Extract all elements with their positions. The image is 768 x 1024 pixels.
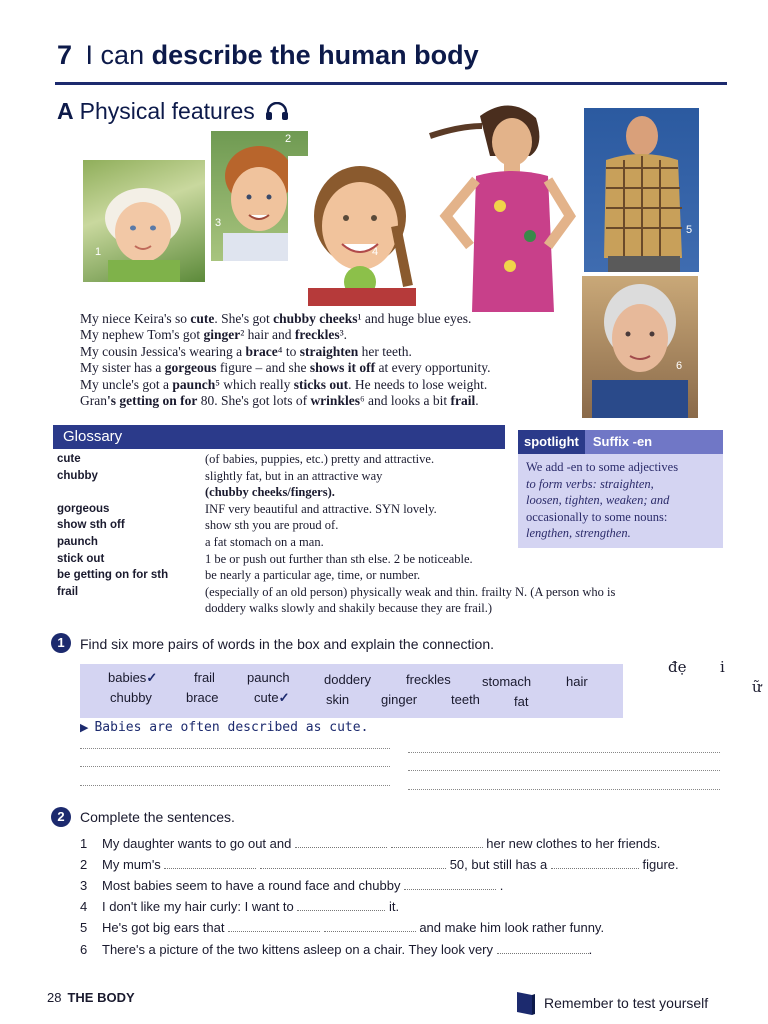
glossary-entry: stick out 1 be or push out further than sth else. 2 be noticeable. bbox=[57, 551, 473, 566]
story-line: Gran's getting on for 80. She's got lots of wrinkles⁶ and looks a bit frail. bbox=[80, 393, 479, 409]
footer-reminder bbox=[514, 990, 708, 1016]
word-item[interactable]: hair bbox=[566, 674, 588, 689]
story-line: My cousin Jessica's wearing a brace⁴ to straighten her teeth. bbox=[80, 343, 412, 359]
word-box bbox=[80, 664, 623, 718]
answer-line[interactable] bbox=[408, 770, 720, 771]
sentence: 5 He's got big ears that and make him look rather funny. bbox=[80, 920, 605, 935]
book-icon bbox=[514, 990, 536, 1016]
tick-icon: ✓ bbox=[278, 690, 290, 705]
spotlight-line: to form verbs: straighten, bbox=[526, 476, 654, 491]
exercise-2-number: 2 bbox=[51, 807, 71, 827]
spotlight-line: We add -en to some adjectives bbox=[526, 460, 679, 474]
reminder-text: Remember to test yourself bbox=[544, 995, 709, 1011]
glossary-entry: (chubby cheeks/fingers). bbox=[205, 485, 335, 500]
story-line: My sister has a gorgeous figure – and she shows it off at every opportunity. bbox=[80, 360, 491, 376]
word-item[interactable]: brace bbox=[186, 690, 219, 705]
answer-blank[interactable] bbox=[324, 921, 416, 932]
glossary-entry: show sth off show sth you are proud of. bbox=[57, 518, 339, 533]
answer-blank[interactable] bbox=[297, 900, 385, 911]
arrow-icon: ▶ bbox=[80, 722, 89, 734]
sentence: 6 There's a picture of the two kittens asleep on a chair. They look very . bbox=[80, 942, 593, 957]
exercise-2-instruction: Complete the sentences. bbox=[80, 809, 235, 825]
section-letter: A bbox=[57, 98, 74, 124]
word-item[interactable]: stomach bbox=[482, 674, 532, 689]
glossary-entry: gorgeous INF very beautiful and attractive. SYN lovely. bbox=[57, 501, 437, 516]
exercise-1-number: 1 bbox=[51, 633, 71, 653]
answer-line[interactable] bbox=[408, 789, 720, 790]
answer-blank[interactable] bbox=[228, 921, 320, 932]
spotlight-header bbox=[518, 430, 723, 454]
word-item[interactable]: paunch bbox=[247, 670, 290, 685]
tick-icon: ✓ bbox=[146, 670, 158, 685]
spotlight-tag: spotlight bbox=[518, 430, 585, 454]
glossary-entry: chubby slightly fat, but in an attractive way bbox=[57, 468, 383, 483]
stray-mark: i bbox=[720, 658, 725, 676]
answer-blank[interactable] bbox=[497, 943, 589, 954]
answer-blank[interactable] bbox=[260, 858, 446, 869]
unit-title-bold: describe the human body bbox=[151, 40, 479, 70]
word-item[interactable]: frail bbox=[194, 670, 215, 685]
spotlight-line: loosen, tighten, weaken; and bbox=[526, 493, 670, 508]
spotlight-line: lengthen, strengthen. bbox=[526, 526, 631, 541]
answer-blank[interactable] bbox=[551, 858, 639, 869]
answer-blank[interactable] bbox=[391, 837, 483, 848]
page-number: 28 bbox=[47, 990, 62, 1005]
answer-blank[interactable] bbox=[164, 858, 256, 869]
unit-title-pre: I can bbox=[85, 40, 145, 70]
spotlight-title: Suffix -en bbox=[585, 430, 723, 454]
word-item[interactable]: teeth bbox=[451, 692, 480, 707]
unit-title bbox=[57, 40, 479, 71]
glossary-entry: cute (of babies, puppies, etc.) pretty and attractive. bbox=[57, 452, 435, 466]
sentence: 1 My daughter wants to go out and her new clothes to her friends. bbox=[80, 836, 661, 851]
photo-baby bbox=[83, 160, 205, 282]
sentence: 4 I don't like my hair curly: I want to it. bbox=[80, 899, 400, 914]
headphones-icon[interactable] bbox=[265, 102, 289, 120]
photo-number-6: 6 bbox=[676, 360, 683, 372]
unit-number: 7 bbox=[57, 40, 73, 70]
story-line: My niece Keira's so cute. She's got chubby cheeks¹ and huge blue eyes. bbox=[80, 311, 472, 326]
stray-mark: đẹ bbox=[668, 658, 687, 676]
photo-uncle bbox=[584, 108, 699, 272]
word-item[interactable]: doddery bbox=[324, 672, 371, 687]
glossary-heading: Glossary bbox=[53, 425, 505, 449]
story-line: My nephew Tom's got ginger² hair and freckles³. bbox=[80, 327, 348, 343]
spotlight-line: occasionally to some nouns: bbox=[526, 509, 668, 524]
sentence: 3 Most babies seem to have a round face and chubby . bbox=[80, 878, 504, 893]
photo-number-3: 3 bbox=[215, 217, 222, 229]
stray-mark: ữ bbox=[752, 678, 762, 696]
section-title: Physical features bbox=[79, 98, 255, 124]
answer-line[interactable] bbox=[80, 785, 390, 786]
glossary-entry: doddery walks slowly and shakily because they are frail.) bbox=[205, 601, 493, 616]
photo-girl-apple bbox=[288, 156, 436, 306]
page-footer bbox=[47, 990, 135, 1005]
word-item[interactable]: fat bbox=[514, 694, 529, 709]
glossary-entry: paunch a fat stomach on a man. bbox=[57, 534, 324, 549]
photo-number-2: 2 bbox=[285, 133, 292, 145]
story-text bbox=[80, 311, 580, 409]
answer-line[interactable] bbox=[80, 766, 390, 767]
example-text: Babies are often described as cute. bbox=[94, 720, 369, 735]
footer-section: THE BODY bbox=[67, 990, 135, 1005]
answer-line[interactable] bbox=[408, 752, 720, 753]
photo-gran bbox=[582, 276, 698, 418]
word-item[interactable]: cute✓ bbox=[254, 690, 290, 705]
photo-woman-dress bbox=[420, 96, 580, 312]
word-item[interactable]: skin bbox=[326, 692, 350, 707]
exercise-1-instruction: Find six more pairs of words in the box and explain the connection. bbox=[80, 636, 495, 652]
spotlight-body bbox=[518, 454, 723, 547]
answer-blank[interactable] bbox=[404, 879, 496, 890]
example-answer bbox=[80, 719, 368, 735]
glossary-entry: frail (especially of an old person) physically weak and thin. frailty N. (A person who is bbox=[57, 584, 616, 599]
answer-blank[interactable] bbox=[295, 837, 387, 848]
sentence: 2 My mum's 50, but still has a figure. bbox=[80, 857, 679, 872]
photo-number-1: 1 bbox=[95, 246, 102, 258]
story-line: My uncle's got a paunch⁵ which really sticks out. He needs to lose weight. bbox=[80, 376, 488, 392]
section-a-heading bbox=[57, 98, 289, 125]
answer-line[interactable] bbox=[80, 748, 390, 749]
photo-number-4: 4 bbox=[372, 246, 379, 258]
word-item[interactable]: ginger bbox=[381, 692, 418, 707]
word-item[interactable]: babies✓ bbox=[108, 670, 158, 685]
title-rule bbox=[55, 82, 727, 85]
glossary-entry: be getting on for sth be nearly a particular age, time, or number. bbox=[57, 568, 421, 583]
word-item[interactable]: chubby bbox=[110, 690, 152, 705]
spotlight-box bbox=[518, 430, 723, 548]
word-item[interactable]: freckles bbox=[406, 672, 451, 687]
photo-number-5: 5 bbox=[686, 224, 693, 236]
